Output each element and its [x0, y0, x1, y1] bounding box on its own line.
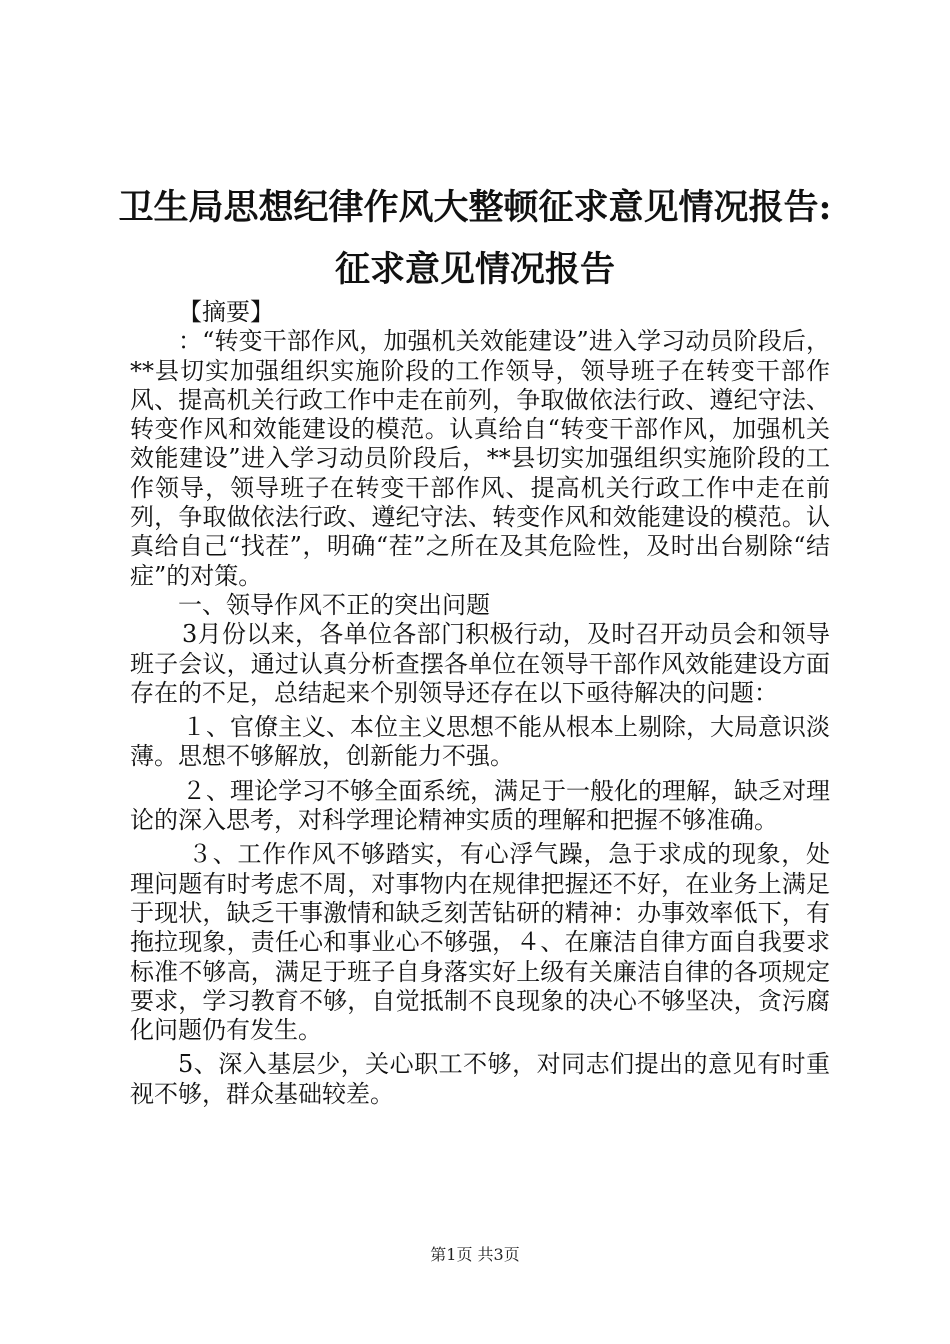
- document-title-line2: 征求意见情况报告: [334, 249, 615, 290]
- list-item: 5、深入基层少，关心职工不够，对同志们提出的意见有时重视不够，群众基础较差。: [130, 1050, 830, 1108]
- document-body: [130, 298, 830, 1109]
- body-paragraph: 3月份以来，各单位各部门积极行动，及时召开动员会和领导班子会议，通过认真分析查摆各单位在领导干部作风效能建设方面存在的不足，总结起来个别领导还存在以下亟待解决的问题：: [130, 620, 830, 707]
- list-item: ３、工作作风不够踏实，有心浮气躁，急于求成的现象，处理问题有时考虑不周，对事物内在规律把握还不好，在业务上满足于现状，缺乏干事激情和缺乏刻苦钻研的精神：办事效率低下，有拖拉现象，责任心和事业心不够强，４、在廉洁自律方面自我要求标准不够高，满足于班子自身落实好上级有关廉洁自律的各项规定要求，学习教育不够，自觉抵制不良现象的决心不够坚决，贪污腐化问题仍有发生。: [130, 840, 830, 1045]
- list-item: １、官僚主义、本位主义思想不能从根本上剔除，大局意识淡薄。思想不够解放，创新能力不强。: [130, 713, 830, 771]
- abstract-label: 【摘要】: [178, 298, 274, 326]
- document-title-line1: 卫生局思想纪律作风大整顿征求意见情况报告:: [118, 187, 832, 228]
- page-footer: 第1页 共3页: [430, 1245, 520, 1264]
- abstract-paragraph: ：“转变干部作风，加强机关效能建设”进入学习动员阶段后，**县切实加强组织实施阶段的工作领导，领导班子在转变干部作风、提高机关行政工作中走在前列，争取做依法行政、遵纪守法、转变作风和效能建设的模范。认真给自“转变干部作风，加强机关效能建设”进入学习动员阶段后，**县切实加强组织实施阶段的工作领导，领导班子在转变干部作风、提高机关行政工作中走在前列，争取做依法行政、遵纪守法、转变作风和效能建设的模范。认真给自己“找茬”，明确“茬”之所在及其危险性，及时出台剔除“结症”的对策。: [130, 327, 830, 590]
- section-heading: 一、领导作风不正的突出问题: [178, 590, 490, 619]
- list-item: ２、理论学习不够全面系统，满足于一般化的理解，缺乏对理论的深入思考，对科学理论精神实质的理解和把握不够准确。: [130, 776, 830, 835]
